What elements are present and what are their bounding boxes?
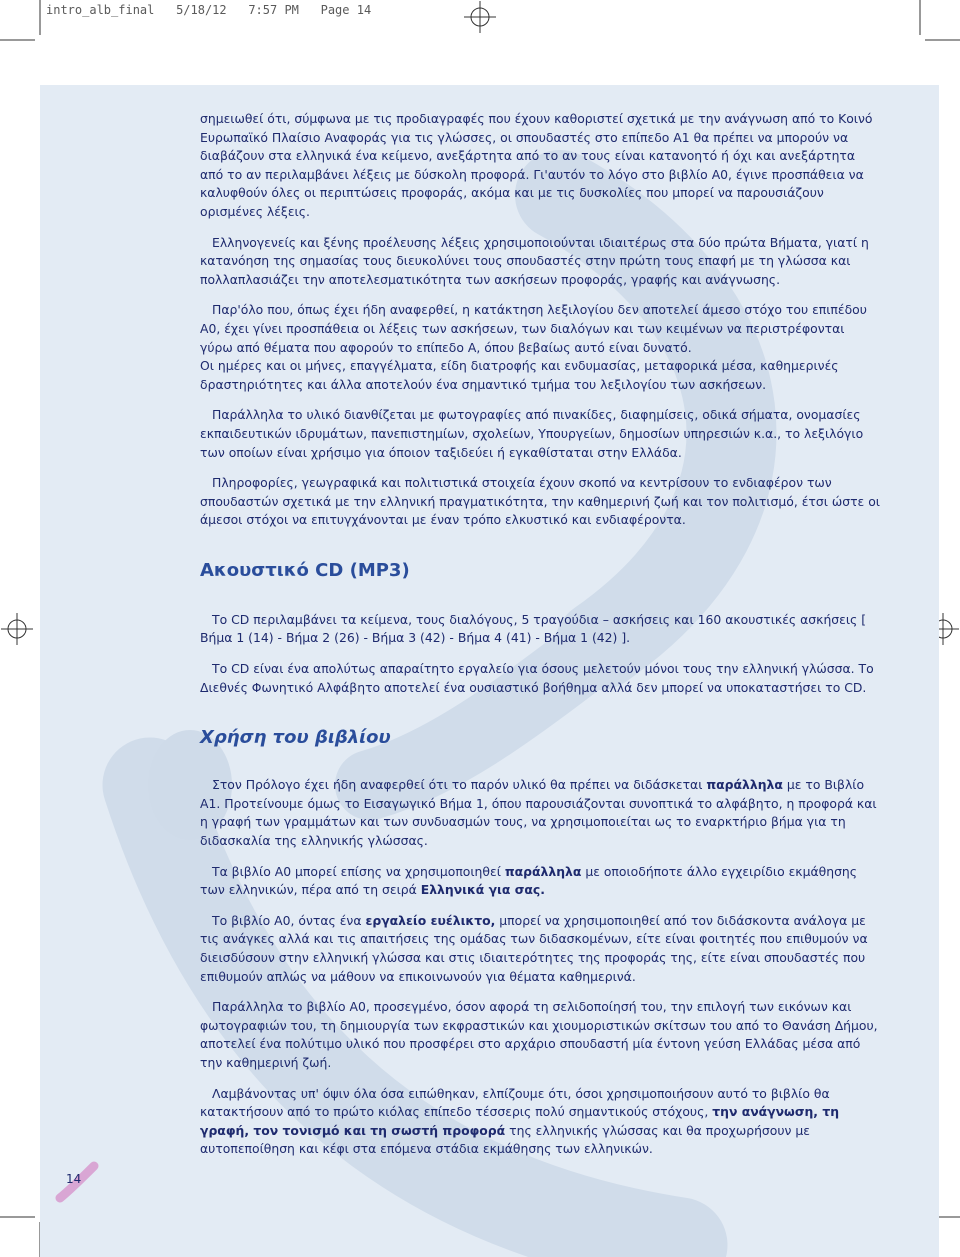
usage-p1-bold: παράλληλα xyxy=(706,777,783,793)
usage-section-heading: Χρήση του βιβλίου xyxy=(200,727,391,749)
intro-paragraph-3: Παρ'όλο που, όπως έχει ήδη αναφερθεί, η κατάκτηση λεξιλογίου δεν αποτελεί άμεσο στόχο του επιπέδου Α0, έχει γίνει προσπάθεια οι λέξεις των ασκήσεων, των διαλόγων και των κειμένων να περιστρέφονται γύρω από θέματα που αφορούν το επίπεδο Α, όπου βεβαίως αυτό είναι δυνατό. xyxy=(200,302,867,355)
usage-p3-bold: εργαλείο ευέλικτο, xyxy=(365,912,496,928)
slug-file: intro_alb_final xyxy=(46,3,155,17)
usage-paragraph-5 xyxy=(200,1085,880,1159)
usage-p2-bold: παράλληλα xyxy=(504,863,582,879)
page-content xyxy=(200,110,880,1159)
usage-paragraph-2 xyxy=(200,863,880,900)
cd-section-heading: Ακουστικό CD (MP3) xyxy=(200,559,410,581)
usage-p2-series-title: Ελληνικά για σας. xyxy=(420,882,545,898)
slug-time: 7:57 PM xyxy=(248,3,299,17)
intro-paragraph-1: σημειωθεί ότι, σύμφωνα με τις προδιαγραφές που έχουν καθοριστεί σχετικά με την ανάγνωση από το Κοινό Ευρωπαϊκό Πλαίσιο Αναφοράς για τις γλώσσες, οι σπουδαστές στο επίπεδο Α1 θα πρέπει να μπορούν να διαβάζουν στα ελληνικά ένα κείμενο, ανεξάρτητα από το αν τους είναι κατανοητό ή όχι και ανεξάρτητα από το αν περιλαμβάνει λέξεις με δύσκολη προφορά. Γι'αυτόν το λόγο στο βιβλίο Α0, έγινε προσπάθεια να καλυφθούν όλες οι περιπτώσεις προφοράς, ακόμα και με τις δυσκολίες που μπορεί να παρουσιάζουν ορισμένες λέξεις. xyxy=(200,111,873,219)
intro-paragraph-5: Παράλληλα το υλικό διανθίζεται με φωτογραφίες από πινακίδες, διαφημίσεις, οδικά σήματα, ονομασίες εκπαιδευτικών ιδρυμάτων, πανεπιστημίων, σχολείων, Υπουργείων, δημοσίων υπηρεσιών κ.α., το λεξιλόγιο των οποίων είναι χρήσιμο για όποιον ταξιδεύει ή εγκαθίσταται στην Ελλάδα. xyxy=(200,407,864,460)
usage-p5-text-end: της ελληνικής γλώσσας και θα προχωρήσουν με αυτοπεποίθηση και κέφι στα επόμενα στάδια εκμάθησης των ελληνικών. xyxy=(200,1122,810,1157)
usage-paragraph-1 xyxy=(200,776,880,850)
usage-p1-text-end: με το Βιβλίο Α1. Προτείνουμε όμως το Εισαγωγικό Βήμα 1, όπου παρουσιάζονται συνοπτικά το αλφάβητο, η προφορά και η γραφή των γραμμάτων και των συνδυασμών τους, να χρησιμοποιείται ως το εναρκτήριο βήμα για τη διδασκαλία της ελληνικής γλώσσας. xyxy=(200,777,877,849)
usage-paragraph-3 xyxy=(200,912,880,986)
usage-p2-text: Τα βιβλίο Α0 μπορεί επίσης να χρησιμοποιηθεί xyxy=(212,863,505,879)
intro-paragraph-4: Οι ημέρες και οι μήνες, επαγγέλματα, είδη διατροφής και ενδυμασίας, μεταφορικά μέσα, καθημερινές δραστηριότητες και άλλα αποτελούν ένα σημαντικό τμήμα του λεξιλογίου των ασκήσεων. xyxy=(200,358,839,392)
slug-page: Page 14 xyxy=(320,3,372,17)
slug-date: 5/18/12 xyxy=(176,3,227,17)
page-number: 14 xyxy=(66,1172,82,1186)
usage-p2-text-mid: με οποιοδήποτε άλλο εγχειρίδιο εκμάθησης των ελληνικών, πέρα από τη σειρά xyxy=(200,863,858,898)
usage-p3-text-end: μπορεί να χρησιμοποιηθεί από τον διδάσκοντα ανάλογα με τις ανάγκες αλλά και τις απαιτήσεις της ομάδας των διδασκομένων, είτε είναι φοιτητές που επιθυμούν να διεισδύσουν στην ελληνική γλώσσα και στις ιδιαιτερότητες της προφοράς της, είτε είναι σπουδαστές που επιθυμούν απλώς να μάθουν να επικοινωνούν για θέματα καθημερινά. xyxy=(200,912,868,984)
usage-p1-text: Στον Πρόλογο έχει ήδη αναφερθεί ότι το παρόν υλικό θα πρέπει να διδάσκεται xyxy=(212,777,707,793)
cd-paragraph-2: Το CD είναι ένα απολύτως απαραίτητο εργαλείο για όσους μελετούν μόνοι τους την ελληνική γλώσσα. Το Διεθνές Φωνητικό Αλφάβητο αποτελεί ένα ουσιαστικό βοήθημα αλλά δεν μπορεί να υποκαταστήσει το CD. xyxy=(200,661,874,695)
cd-paragraph-1: Το CD περιλαμβάνει τα κείμενα, τους διαλόγους, 5 τραγούδια – ασκήσεις και 160 ακουστικές ασκήσεις [ Βήμα 1 (14) - Βήμα 2 (26) - Βήμα 3 (42) - Βήμα 4 (41) - Βήμα 1 (42) ]. xyxy=(200,611,867,646)
usage-paragraph-4: Παράλληλα το βιβλίο Α0, προσεγμένο, όσον αφορά τη σελιδοποίησή του, την επιλογή των εικόνων και φωτογραφιών του, τη δημιουργία των εκφραστικών και χιουμοριστικών σκίτσων του από το Θανάση Δήμου, αποτελεί ένα πολύτιμο υλικό που προσφέρει στο αρχάριο σπουδαστή μία έντονη γεύση Ελλάδας μέσα από την καθημερινή ζωή. xyxy=(200,999,878,1070)
intro-paragraph-6: Πληροφορίες, γεωγραφικά και πολιτιστικά στοιχεία έχουν σκοπό να κεντρίσουν το ενδιαφέρον των σπουδαστών σχετικά με την ελληνική πραγματικότητα, την καθημερινή ζωή και τον πολιτισμό, έτσι ώστε οι άμεσοι στόχοι να επιτυγχάνονται με έναν τρόπο ελκυστικό και ενδιαφέροντα. xyxy=(200,475,880,528)
intro-paragraph-2: Ελληνογενείς και ξένης προέλευσης λέξεις χρησιμοποιούνται ιδιαιτέρως στα δύο πρώτα Βήματα, γιατί η κατανόηση της σημασίας τους διευκολύνει τους σπουδαστές στην πρώτη τους επαφή με τη γλώσσα και πολλαπλασιάζει την αποτελεσματικότητα των ασκήσεων προφοράς, γραφής και ανάγνωσης. xyxy=(200,234,869,287)
usage-p5-text: Λαμβάνοντας υπ' όψιν όλα όσα ειπώθηκαν, ελπίζουμε ότι, όσοι χρησιμοποιήσουν αυτό το βιβλίο θα κατακτήσουν από το πρώτο κιόλας επίπεδο τέσσερις πολύ σημαντικούς στόχους, xyxy=(200,1085,830,1120)
usage-p3-text: Το βιβλίο Α0, όντας ένα xyxy=(212,912,366,928)
usage-p5-bold: την ανάγνωση, τη γραφή, τον τονισμό και τη σωστή προφορά xyxy=(200,1104,840,1138)
